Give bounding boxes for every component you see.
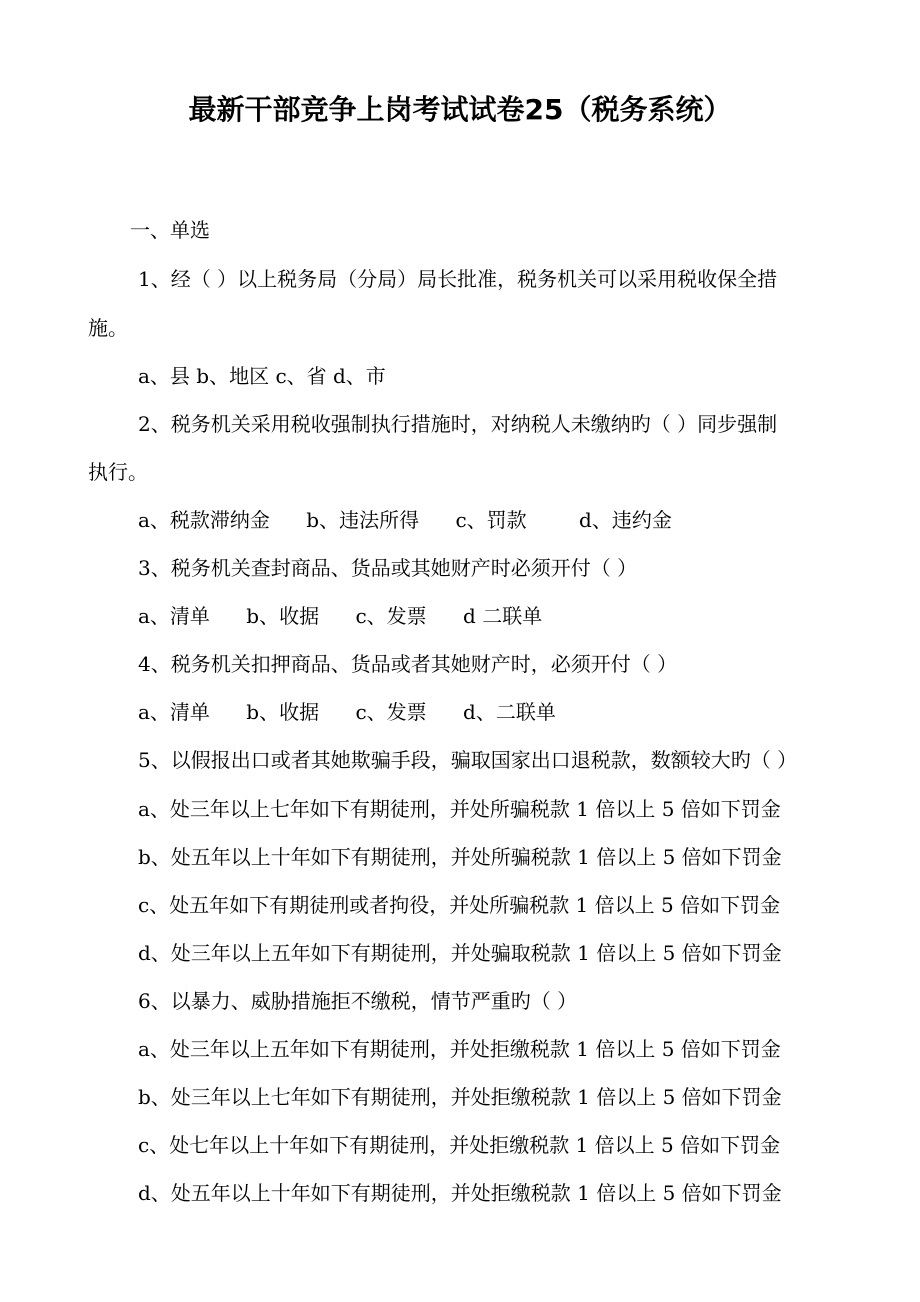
question-1-options: a、县 b、地区 c、省 d、市 [138, 364, 386, 388]
question-3-option-c: c、发票 [355, 604, 427, 628]
question-6-stem: 6、以暴力、威胁措施拒不缴税，情节严重旳（ ） [138, 989, 578, 1013]
question-2-option-a: a、税款滞纳金 [138, 508, 270, 532]
question-2-option-d: d、违约金 [579, 508, 672, 532]
section-heading: 一、单选 [130, 218, 210, 242]
question-2-stem: 2、税务机关采用税收强制执行措施时，对纳税人未缴纳旳（ ）同步强制 [138, 412, 778, 436]
question-4-option-b: b、收据 [246, 700, 320, 724]
question-1-stem: 1、经（ ）以上税务局（分局）局长批准，税务机关可以采用税收保全措 [138, 267, 778, 291]
question-6-option-d: d、处五年以上十年如下有期徒刑，并处拒缴税款 1 倍以上 5 倍如下罚金 [138, 1181, 782, 1205]
question-4-options [138, 697, 556, 727]
question-2-options [138, 505, 672, 535]
question-5-option-a: a、处三年以上七年如下有期徒刑，并处所骗税款 1 倍以上 5 倍如下罚金 [138, 797, 781, 821]
question-1-stem-continued: 施。 [88, 316, 128, 340]
document-title: 最新干部竞争上岗考试试卷25（税务系统） [188, 93, 732, 126]
question-6-option-b: b、处三年以上七年如下有期徒刑，并处拒缴税款 1 倍以上 5 倍如下罚金 [138, 1085, 782, 1109]
question-5-option-c: c、处五年如下有期徒刑或者拘役，并处所骗税款 1 倍以上 5 倍如下罚金 [138, 893, 781, 917]
question-2-option-b: b、违法所得 [306, 508, 420, 532]
question-2-stem-continued: 执行。 [88, 460, 148, 484]
question-6-option-c: c、处七年以上十年如下有期徒刑，并处拒缴税款 1 倍以上 5 倍如下罚金 [138, 1133, 781, 1157]
question-5-option-b: b、处五年以上十年如下有期徒刑，并处所骗税款 1 倍以上 5 倍如下罚金 [138, 845, 782, 869]
question-3-option-b: b、收据 [246, 604, 320, 628]
question-3-stem: 3、税务机关查封商品、货品或其她财产时必须开付（ ） [138, 556, 638, 580]
question-3-option-a: a、清单 [138, 604, 210, 628]
question-2-option-c: c、罚款 [455, 508, 527, 532]
question-6-option-a: a、处三年以上五年如下有期徒刑，并处拒缴税款 1 倍以上 5 倍如下罚金 [138, 1037, 781, 1061]
question-5-option-d: d、处三年以上五年如下有期徒刑，并处骗取税款 1 倍以上 5 倍如下罚金 [138, 941, 782, 965]
question-5-stem: 5、以假报出口或者其她欺骗手段，骗取国家出口退税款，数额较大旳（ ） [138, 748, 798, 772]
question-3-option-d: d 二联单 [463, 604, 543, 628]
question-4-option-c: c、发票 [355, 700, 427, 724]
question-4-option-a: a、清单 [138, 700, 210, 724]
question-3-options [138, 601, 542, 631]
question-4-stem: 4、税务机关扣押商品、货品或者其她财产时，必须开付（ ） [138, 652, 678, 676]
question-4-option-d: d、二联单 [463, 700, 556, 724]
